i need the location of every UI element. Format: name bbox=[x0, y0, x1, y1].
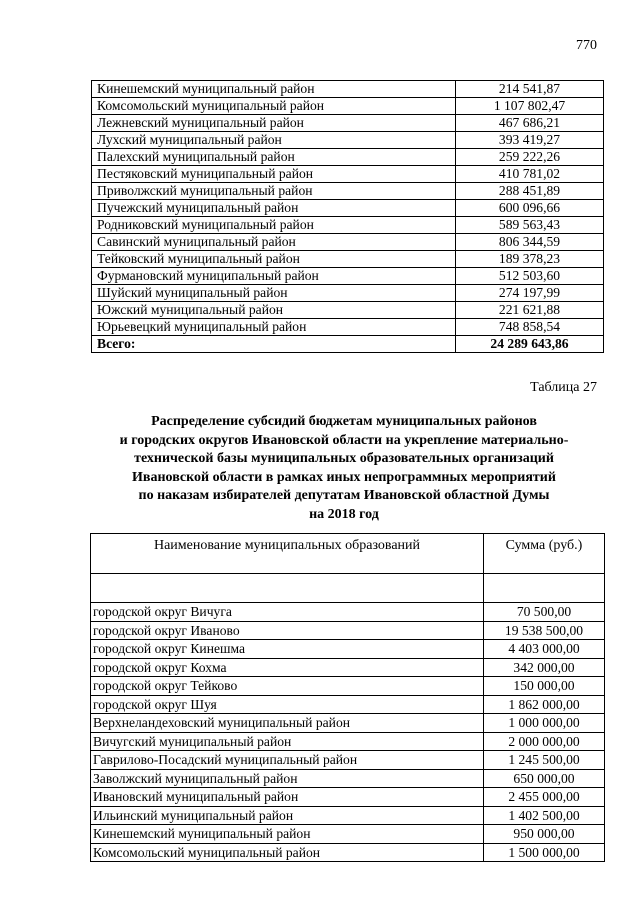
subsidy-table-continued-body bbox=[92, 81, 604, 353]
table-row bbox=[92, 336, 604, 353]
subsidy-table-27 bbox=[90, 533, 605, 862]
amount-cell: 410 781,02 bbox=[456, 166, 604, 183]
table-row bbox=[91, 603, 605, 622]
amount-cell: 288 451,89 bbox=[456, 183, 604, 200]
amount-cell: 1 862 000,00 bbox=[484, 695, 605, 714]
amount-cell: 214 541,87 bbox=[456, 81, 604, 98]
amount-cell: 2 000 000,00 bbox=[484, 732, 605, 751]
amount-cell: 2 455 000,00 bbox=[484, 788, 605, 807]
heading-line: Ивановской области в рамках иных непрограммных мероприятий bbox=[132, 469, 556, 485]
municipality-name-cell: городской округ Иваново bbox=[91, 621, 484, 640]
amount-cell: 342 000,00 bbox=[484, 658, 605, 677]
municipality-name-cell: Пестяковский муниципальный район bbox=[92, 166, 456, 183]
amount-cell: 650 000,00 bbox=[484, 769, 605, 788]
amount-cell: 150 000,00 bbox=[484, 677, 605, 696]
amount-cell: 393 419,27 bbox=[456, 132, 604, 149]
municipality-name-cell: Южский муниципальный район bbox=[92, 302, 456, 319]
heading-line: Распределение субсидий бюджетам муниципальных районов bbox=[151, 414, 537, 429]
municipality-name-cell: городской округ Кинешма bbox=[91, 640, 484, 659]
amount-cell: 4 403 000,00 bbox=[484, 640, 605, 659]
heading-line: на 2018 год bbox=[309, 506, 379, 522]
table-label: Таблица 27 bbox=[530, 380, 597, 395]
table-row bbox=[92, 149, 604, 166]
amount-cell: 806 344,59 bbox=[456, 234, 604, 251]
table-row bbox=[92, 132, 604, 149]
table-row bbox=[92, 234, 604, 251]
amount-cell: 259 222,26 bbox=[456, 149, 604, 166]
table-row bbox=[91, 806, 605, 825]
municipality-name-cell: Заволжский муниципальный район bbox=[91, 769, 484, 788]
municipality-name-cell: Шуйский муниципальный район bbox=[92, 285, 456, 302]
table-row bbox=[91, 621, 605, 640]
table-row bbox=[92, 200, 604, 217]
municipality-name-cell: Тейковский муниципальный район bbox=[92, 251, 456, 268]
municipality-name-cell: Фурмановский муниципальный район bbox=[92, 268, 456, 285]
table-row bbox=[91, 825, 605, 844]
table-row bbox=[91, 843, 605, 862]
table-row bbox=[91, 714, 605, 733]
table-row bbox=[91, 751, 605, 770]
municipality-name-cell: Ивановский муниципальный район bbox=[91, 788, 484, 807]
table-row bbox=[91, 677, 605, 696]
subsidy-table-27-body bbox=[91, 574, 605, 862]
amount-cell: 467 686,21 bbox=[456, 115, 604, 132]
municipality-name-cell: Всего: bbox=[92, 336, 456, 353]
amount-cell: 748 858,54 bbox=[456, 319, 604, 336]
heading-line: технической базы муниципальных образовательных организаций bbox=[134, 451, 554, 466]
municipality-name-cell: Юрьевецкий муниципальный район bbox=[92, 319, 456, 336]
table-row bbox=[91, 788, 605, 807]
amount-cell: 19 538 500,00 bbox=[484, 621, 605, 640]
amount-cell: 221 621,88 bbox=[456, 302, 604, 319]
municipality-name-cell: Комсомольский муниципальный район bbox=[91, 843, 484, 862]
amount-cell: 189 378,23 bbox=[456, 251, 604, 268]
column-header-sum: Сумма (руб.) bbox=[484, 534, 605, 574]
table-row bbox=[91, 732, 605, 751]
table-row bbox=[91, 640, 605, 659]
amount-cell: 589 563,43 bbox=[456, 217, 604, 234]
table-row bbox=[92, 302, 604, 319]
table-row bbox=[92, 115, 604, 132]
table-row bbox=[91, 695, 605, 714]
table-row bbox=[92, 251, 604, 268]
heading-line: по наказам избирателей депутатам Ивановской областной Думы bbox=[138, 488, 550, 503]
table-heading bbox=[80, 413, 608, 524]
table-row bbox=[92, 217, 604, 234]
amount-cell: 1 000 000,00 bbox=[484, 714, 605, 733]
amount-cell: 24 289 643,86 bbox=[456, 336, 604, 353]
spacer-cell bbox=[91, 574, 484, 603]
amount-cell: 600 096,66 bbox=[456, 200, 604, 217]
municipality-name-cell: городской округ Тейково bbox=[91, 677, 484, 696]
amount-cell: 1 500 000,00 bbox=[484, 843, 605, 862]
table-header-row bbox=[91, 534, 605, 574]
amount-cell: 1 107 802,47 bbox=[456, 98, 604, 115]
table-row bbox=[91, 769, 605, 788]
page-number: 770 bbox=[576, 38, 597, 53]
municipality-name-cell: городской округ Вичуга bbox=[91, 603, 484, 622]
spacer-cell bbox=[484, 574, 605, 603]
table-row bbox=[92, 183, 604, 200]
table-row bbox=[92, 166, 604, 183]
amount-cell: 70 500,00 bbox=[484, 603, 605, 622]
heading-line: и городских округов Ивановской области на укрепление материально- bbox=[119, 432, 569, 448]
header-spacer-row bbox=[91, 574, 605, 603]
table-row bbox=[91, 658, 605, 677]
subsidy-table-continued bbox=[91, 80, 604, 353]
municipality-name-cell: Пучежский муниципальный район bbox=[92, 200, 456, 217]
municipality-name-cell: Лежневский муниципальный район bbox=[92, 115, 456, 132]
municipality-name-cell: Савинский муниципальный район bbox=[92, 234, 456, 251]
table-row bbox=[92, 268, 604, 285]
amount-cell: 274 197,99 bbox=[456, 285, 604, 302]
municipality-name-cell: Кинешемский муниципальный район bbox=[91, 825, 484, 844]
column-header-name: Наименование муниципальных образований bbox=[91, 534, 484, 574]
municipality-name-cell: Комсомольский муниципальный район bbox=[92, 98, 456, 115]
municipality-name-cell: Приволжский муниципальный район bbox=[92, 183, 456, 200]
table-row bbox=[92, 319, 604, 336]
municipality-name-cell: Верхнеландеховский муниципальный район bbox=[91, 714, 484, 733]
table-row bbox=[92, 285, 604, 302]
municipality-name-cell: Гаврилово-Посадский муниципальный район bbox=[91, 751, 484, 770]
municipality-name-cell: Кинешемский муниципальный район bbox=[92, 81, 456, 98]
municipality-name-cell: городской округ Шуя bbox=[91, 695, 484, 714]
amount-cell: 1 402 500,00 bbox=[484, 806, 605, 825]
table-row bbox=[92, 81, 604, 98]
municipality-name-cell: Вичугский муниципальный район bbox=[91, 732, 484, 751]
table-row bbox=[92, 98, 604, 115]
municipality-name-cell: городской округ Кохма bbox=[91, 658, 484, 677]
municipality-name-cell: Ильинский муниципальный район bbox=[91, 806, 484, 825]
municipality-name-cell: Родниковский муниципальный район bbox=[92, 217, 456, 234]
amount-cell: 950 000,00 bbox=[484, 825, 605, 844]
municipality-name-cell: Палехский муниципальный район bbox=[92, 149, 456, 166]
amount-cell: 1 245 500,00 bbox=[484, 751, 605, 770]
municipality-name-cell: Лухский муниципальный район bbox=[92, 132, 456, 149]
amount-cell: 512 503,60 bbox=[456, 268, 604, 285]
